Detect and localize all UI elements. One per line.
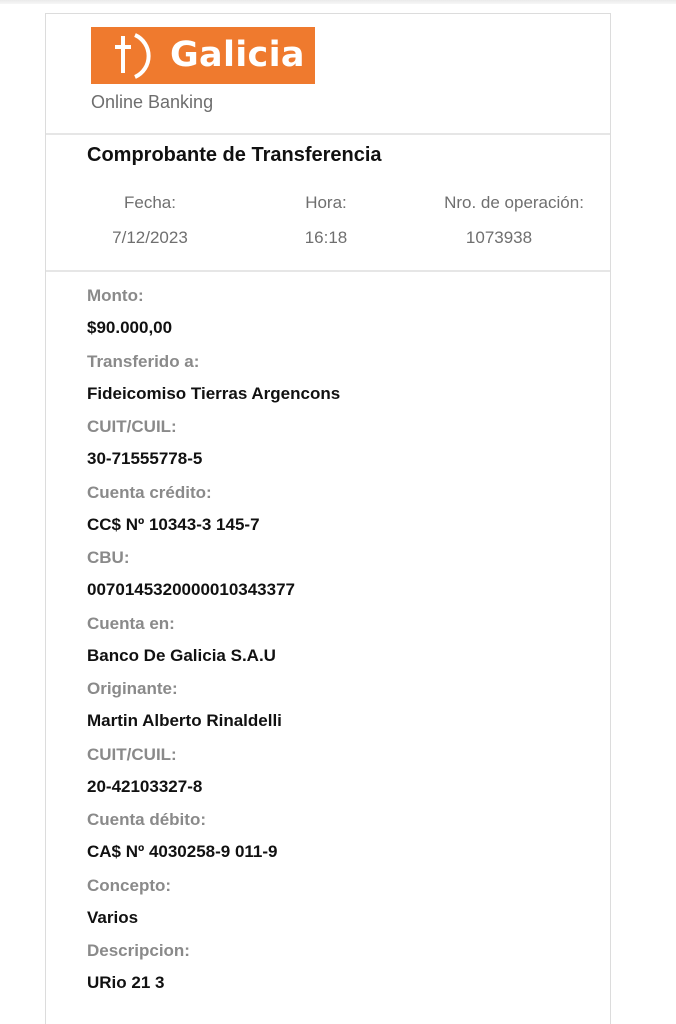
field-value: Banco De Galicia S.A.U: [87, 645, 276, 665]
galicia-logo: [91, 27, 315, 84]
receipt-header: [46, 14, 610, 135]
receipt-title: Comprobante de Transferencia: [87, 144, 382, 166]
field-row-cuenta-debito: [87, 810, 340, 876]
field-value: Varios: [87, 907, 139, 927]
galicia-emblem-icon: [99, 31, 161, 81]
field-row-cuit-origen: [87, 745, 340, 811]
operacion-block: [430, 193, 598, 248]
receipt-card: [45, 13, 611, 1024]
field-value: Fideicomiso Tierras Argencons: [87, 383, 341, 403]
field-value: 30-71555778-5: [87, 449, 203, 468]
field-value: Martin Alberto Rinaldelli: [87, 711, 282, 730]
field-label: Originante:: [87, 679, 178, 698]
field-label: Cuenta débito:: [87, 810, 206, 829]
receipt-summary: [46, 135, 610, 272]
field-row-cuit-destino: [87, 417, 340, 483]
logo-wordmark: Galicia: [170, 35, 305, 75]
field-label: Cuenta en:: [87, 613, 175, 633]
field-row-descripcion: [87, 941, 340, 1007]
field-label: CBU:: [87, 548, 130, 567]
field-value: CC$ Nº 10343-3 145-7: [87, 514, 260, 534]
field-row-originante: [87, 679, 340, 745]
transfer-details: [87, 286, 340, 1007]
fecha-value: 7/12/2023: [112, 228, 188, 247]
field-label: Concepto:: [87, 875, 172, 895]
fecha-block: [102, 193, 198, 248]
field-label: Cuenta crédito:: [87, 482, 212, 502]
operacion-label: Nro. de operación:: [444, 193, 584, 212]
field-value: CA$ Nº 4030258-9 011-9: [87, 842, 278, 861]
top-divider: [0, 0, 676, 4]
hora-block: [292, 193, 360, 248]
field-value: 0070145320000010343377: [87, 580, 296, 599]
field-value: $90.000,00: [87, 318, 173, 337]
field-row-transferido-a: [87, 352, 340, 418]
field-label: CUIT/CUIL:: [87, 744, 177, 764]
field-label: Descripcion:: [87, 941, 190, 960]
field-label: CUIT/CUIL:: [87, 417, 177, 436]
field-value: URio 21 3: [87, 973, 165, 992]
field-label: Transferido a:: [87, 351, 200, 371]
online-banking-subtitle: Online Banking: [91, 92, 214, 112]
operacion-value: 1073938: [465, 228, 533, 247]
hora-value: 16:18: [304, 228, 348, 247]
field-label: Monto:: [87, 286, 144, 305]
field-row-concepto: [87, 876, 340, 942]
field-value: 20-42103327-8: [87, 776, 203, 796]
field-row-cbu: [87, 548, 340, 614]
field-row-cuenta-credito: [87, 483, 340, 549]
hora-label: Hora:: [305, 193, 347, 212]
field-row-monto: [87, 286, 340, 352]
fecha-label: Fecha:: [124, 193, 176, 212]
field-row-cuenta-en: [87, 614, 340, 680]
